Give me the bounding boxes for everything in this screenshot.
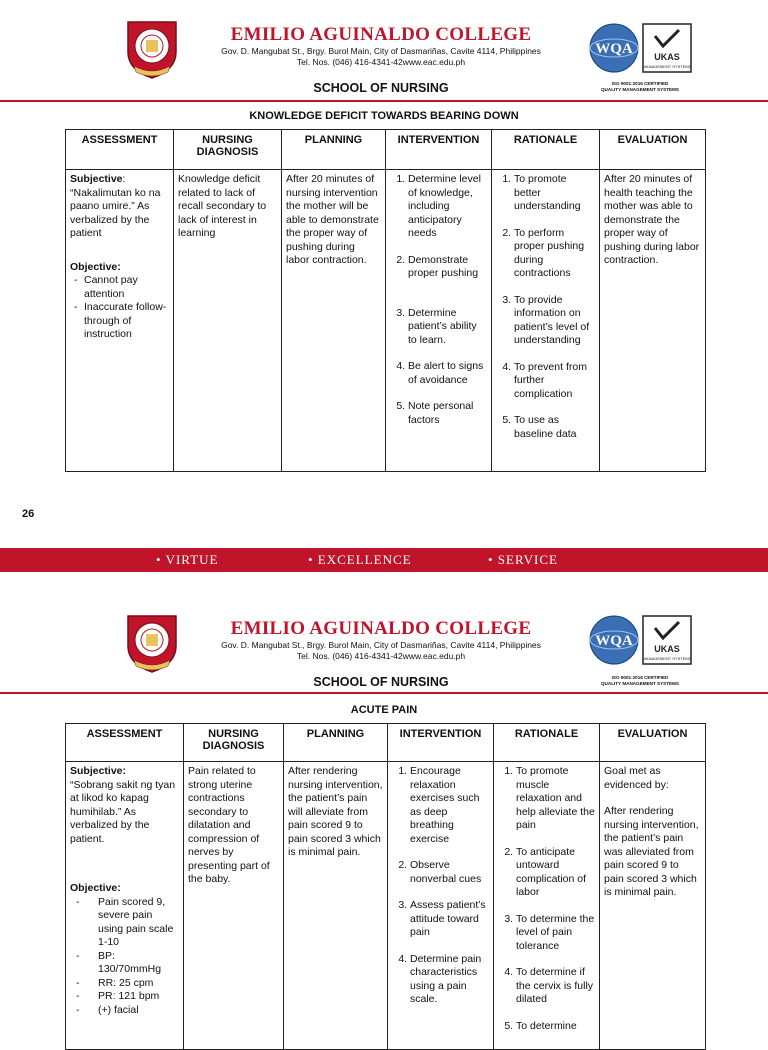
document-page-1 xyxy=(0,0,768,520)
column-header-rationale: RATIONALE xyxy=(492,130,600,170)
rationale-item: 3. To determine the level of pain tolerance xyxy=(516,913,595,954)
planning-cell: After rendering nursing intervention, the patient’s pain will alleviate from pain scored 9 to pain scored 3 which is minimal pain. xyxy=(284,762,388,1050)
column-header-intervention: INTERVENTION xyxy=(388,724,494,762)
college-name: EMILIO AGUINALDO COLLEGE xyxy=(230,618,532,639)
objective-item: - Cannot pay attention xyxy=(84,274,169,301)
planning-cell: After 20 minutes of nursing intervention the mother will be able to demonstrate the proper way of pushing during labor contraction. xyxy=(282,170,386,472)
objective-item: - RR: 25 cpm xyxy=(98,977,179,991)
ukas-logo xyxy=(641,614,693,666)
evaluation-cell xyxy=(600,762,706,1050)
header-divider xyxy=(0,692,768,694)
core-values-band xyxy=(0,548,768,572)
college-telephone: Tel. Nos. (046) 416-4341-42www.eac.edu.ph xyxy=(296,57,466,67)
column-header-planning: PLANNING xyxy=(282,130,386,170)
assessment-cell xyxy=(66,170,174,472)
ukas-sub-text: MANAGEMENT SYSTEMS xyxy=(642,656,692,661)
rationale-item: 5. To use as baseline data xyxy=(514,414,595,441)
intervention-item: 1. Encourage relaxation exercises such as deep breathing exercise xyxy=(410,765,489,846)
core-value-excellence: • EXCELLENCE xyxy=(308,552,412,567)
objective-item: - Inaccurate follow-through of instruction xyxy=(84,301,169,342)
column-header-evaluation: EVALUATION xyxy=(600,724,706,762)
nursing-care-plan-table xyxy=(65,129,706,472)
iso-note-line-1: ISO 9001:2015 CERTIFIED xyxy=(611,675,669,680)
column-header-nursing-diagnosis: NURSING DIAGNOSIS xyxy=(184,724,284,762)
page-number: 26 xyxy=(22,508,35,520)
evaluation-goal-met: Goal met as evidenced by: xyxy=(604,765,669,791)
rationale-item: 4. To determine if the cervix is fully dilated xyxy=(516,966,595,1007)
college-address: Gov. D. Mangubat St., Brgy. Burol Main, City of Dasmariñas, Cavite 4114, Philippines xyxy=(221,640,541,650)
column-header-assessment: ASSESSMENT xyxy=(66,724,184,762)
care-plan-title: ACUTE PAIN xyxy=(350,704,418,716)
objective-label: Objective: xyxy=(70,882,121,894)
wqa-certification-logo xyxy=(586,22,646,74)
subjective-label: Subjective: xyxy=(70,765,127,777)
diagnosis-cell: Pain related to strong uterine contractions secondary to dilatation and compression of nerves by presenting part of the baby. xyxy=(184,762,284,1050)
column-header-assessment: ASSESSMENT xyxy=(66,130,174,170)
intervention-cell xyxy=(386,170,492,472)
document-page-2 xyxy=(0,592,768,1032)
wqa-logo-text: WQA xyxy=(595,633,633,649)
ukas-logo-text: UKAS xyxy=(654,644,680,654)
college-name: EMILIO AGUINALDO COLLEGE xyxy=(230,24,532,45)
intervention-item: 5. Note personal factors xyxy=(408,400,487,427)
college-seal-logo xyxy=(120,18,184,82)
evaluation-cell: After 20 minutes of health teaching the mother was able to demonstrate the proper way of pushing during labor contraction. xyxy=(600,170,706,472)
ukas-logo xyxy=(641,22,693,74)
core-value-service: • SERVICE xyxy=(488,552,558,567)
evaluation-text: After rendering nursing intervention, the patient’s pain was alleviated from pain scored 9 to pain scored 3 which is minimal pain. xyxy=(604,805,699,898)
school-name: SCHOOL OF NURSING xyxy=(313,675,449,689)
rationale-item: 4. To prevent from further complication xyxy=(514,361,595,402)
rationale-item: 3. To provide information on patient’s level of understanding xyxy=(514,294,595,348)
rationale-cell xyxy=(494,762,600,1050)
college-telephone: Tel. Nos. (046) 416-4341-42www.eac.edu.ph xyxy=(296,651,466,661)
rationale-item: 1. To promote muscle relaxation and help alleviate the pain xyxy=(516,765,595,833)
care-plan-title: KNOWLEDGE DEFICIT TOWARDS BEARING DOWN xyxy=(249,110,519,122)
rationale-item: 1. To promote better understanding xyxy=(514,173,595,214)
iso-note-line-1: ISO 9001:2015 CERTIFIED xyxy=(611,81,669,86)
iso-certification-note xyxy=(586,81,694,93)
intervention-item: 4. Be alert to signs of avoidance xyxy=(408,360,487,387)
objective-item: - BP: 130/70mmHg xyxy=(98,950,179,977)
subjective-text: “Sobrang sakit ng tyan at likod ko kapag humihilab.” As verbalized by the patient. xyxy=(70,778,176,845)
subjective-text: “Nakalimutan ko na paano umire.” As verbalized by the patient xyxy=(70,186,161,239)
subjective-block: Subjective: xyxy=(70,173,126,185)
intervention-item: 4. Determine pain characteristics using a pain scale. xyxy=(410,953,489,1007)
column-header-evaluation: EVALUATION xyxy=(600,130,706,170)
column-header-rationale: RATIONALE xyxy=(494,724,600,762)
iso-note-line-2: QUALITY MANAGEMENT SYSTEMS xyxy=(600,681,679,686)
intervention-cell xyxy=(388,762,494,1050)
header-divider xyxy=(0,100,768,102)
intervention-item: 3. Assess patient’s attitude toward pain xyxy=(410,899,489,940)
column-header-intervention: INTERVENTION xyxy=(386,130,492,170)
college-seal-logo xyxy=(120,612,184,676)
objective-item: - PR: 121 bpm xyxy=(98,990,179,1004)
intervention-item: 3. Determine patient’s ability to learn. xyxy=(408,307,487,348)
iso-certification-note xyxy=(586,675,694,687)
intervention-item: 1. Determine level of knowledge, including anticipatory needs xyxy=(408,173,487,241)
ukas-sub-text: MANAGEMENT SYSTEMS xyxy=(642,64,692,69)
school-name: SCHOOL OF NURSING xyxy=(313,81,449,95)
rationale-item: 2. To perform proper pushing during contractions xyxy=(514,227,595,281)
column-header-nursing-diagnosis: NURSING DIAGNOSIS xyxy=(174,130,282,170)
objective-item: - Pain scored 9, severe pain using pain scale 1-10 xyxy=(98,896,179,950)
diagnosis-cell: Knowledge deficit related to lack of recall secondary to lack of interest in learning xyxy=(174,170,282,472)
column-header-planning: PLANNING xyxy=(284,724,388,762)
rationale-cell xyxy=(492,170,600,472)
rationale-item: 5. To determine xyxy=(516,1020,595,1034)
rationale-item: 2. To anticipate untoward complication of labor xyxy=(516,846,595,900)
core-value-virtue: • VIRTUE xyxy=(156,552,219,567)
intervention-item: 2. Observe nonverbal cues xyxy=(410,859,489,886)
subjective-label: Subjective xyxy=(70,173,123,185)
nursing-care-plan-table xyxy=(65,723,706,1050)
college-address: Gov. D. Mangubat St., Brgy. Burol Main, City of Dasmariñas, Cavite 4114, Philippines xyxy=(221,46,541,56)
assessment-cell xyxy=(66,762,184,1050)
intervention-item: 2. Demonstrate proper pushing xyxy=(408,254,487,281)
objective-item: - (+) facial xyxy=(98,1004,179,1018)
ukas-logo-text: UKAS xyxy=(654,52,680,62)
wqa-logo-text: WQA xyxy=(595,41,633,57)
wqa-certification-logo xyxy=(586,614,646,666)
iso-note-line-2: QUALITY MANAGEMENT SYSTEMS xyxy=(600,87,679,92)
objective-label: Objective: xyxy=(70,260,121,273)
